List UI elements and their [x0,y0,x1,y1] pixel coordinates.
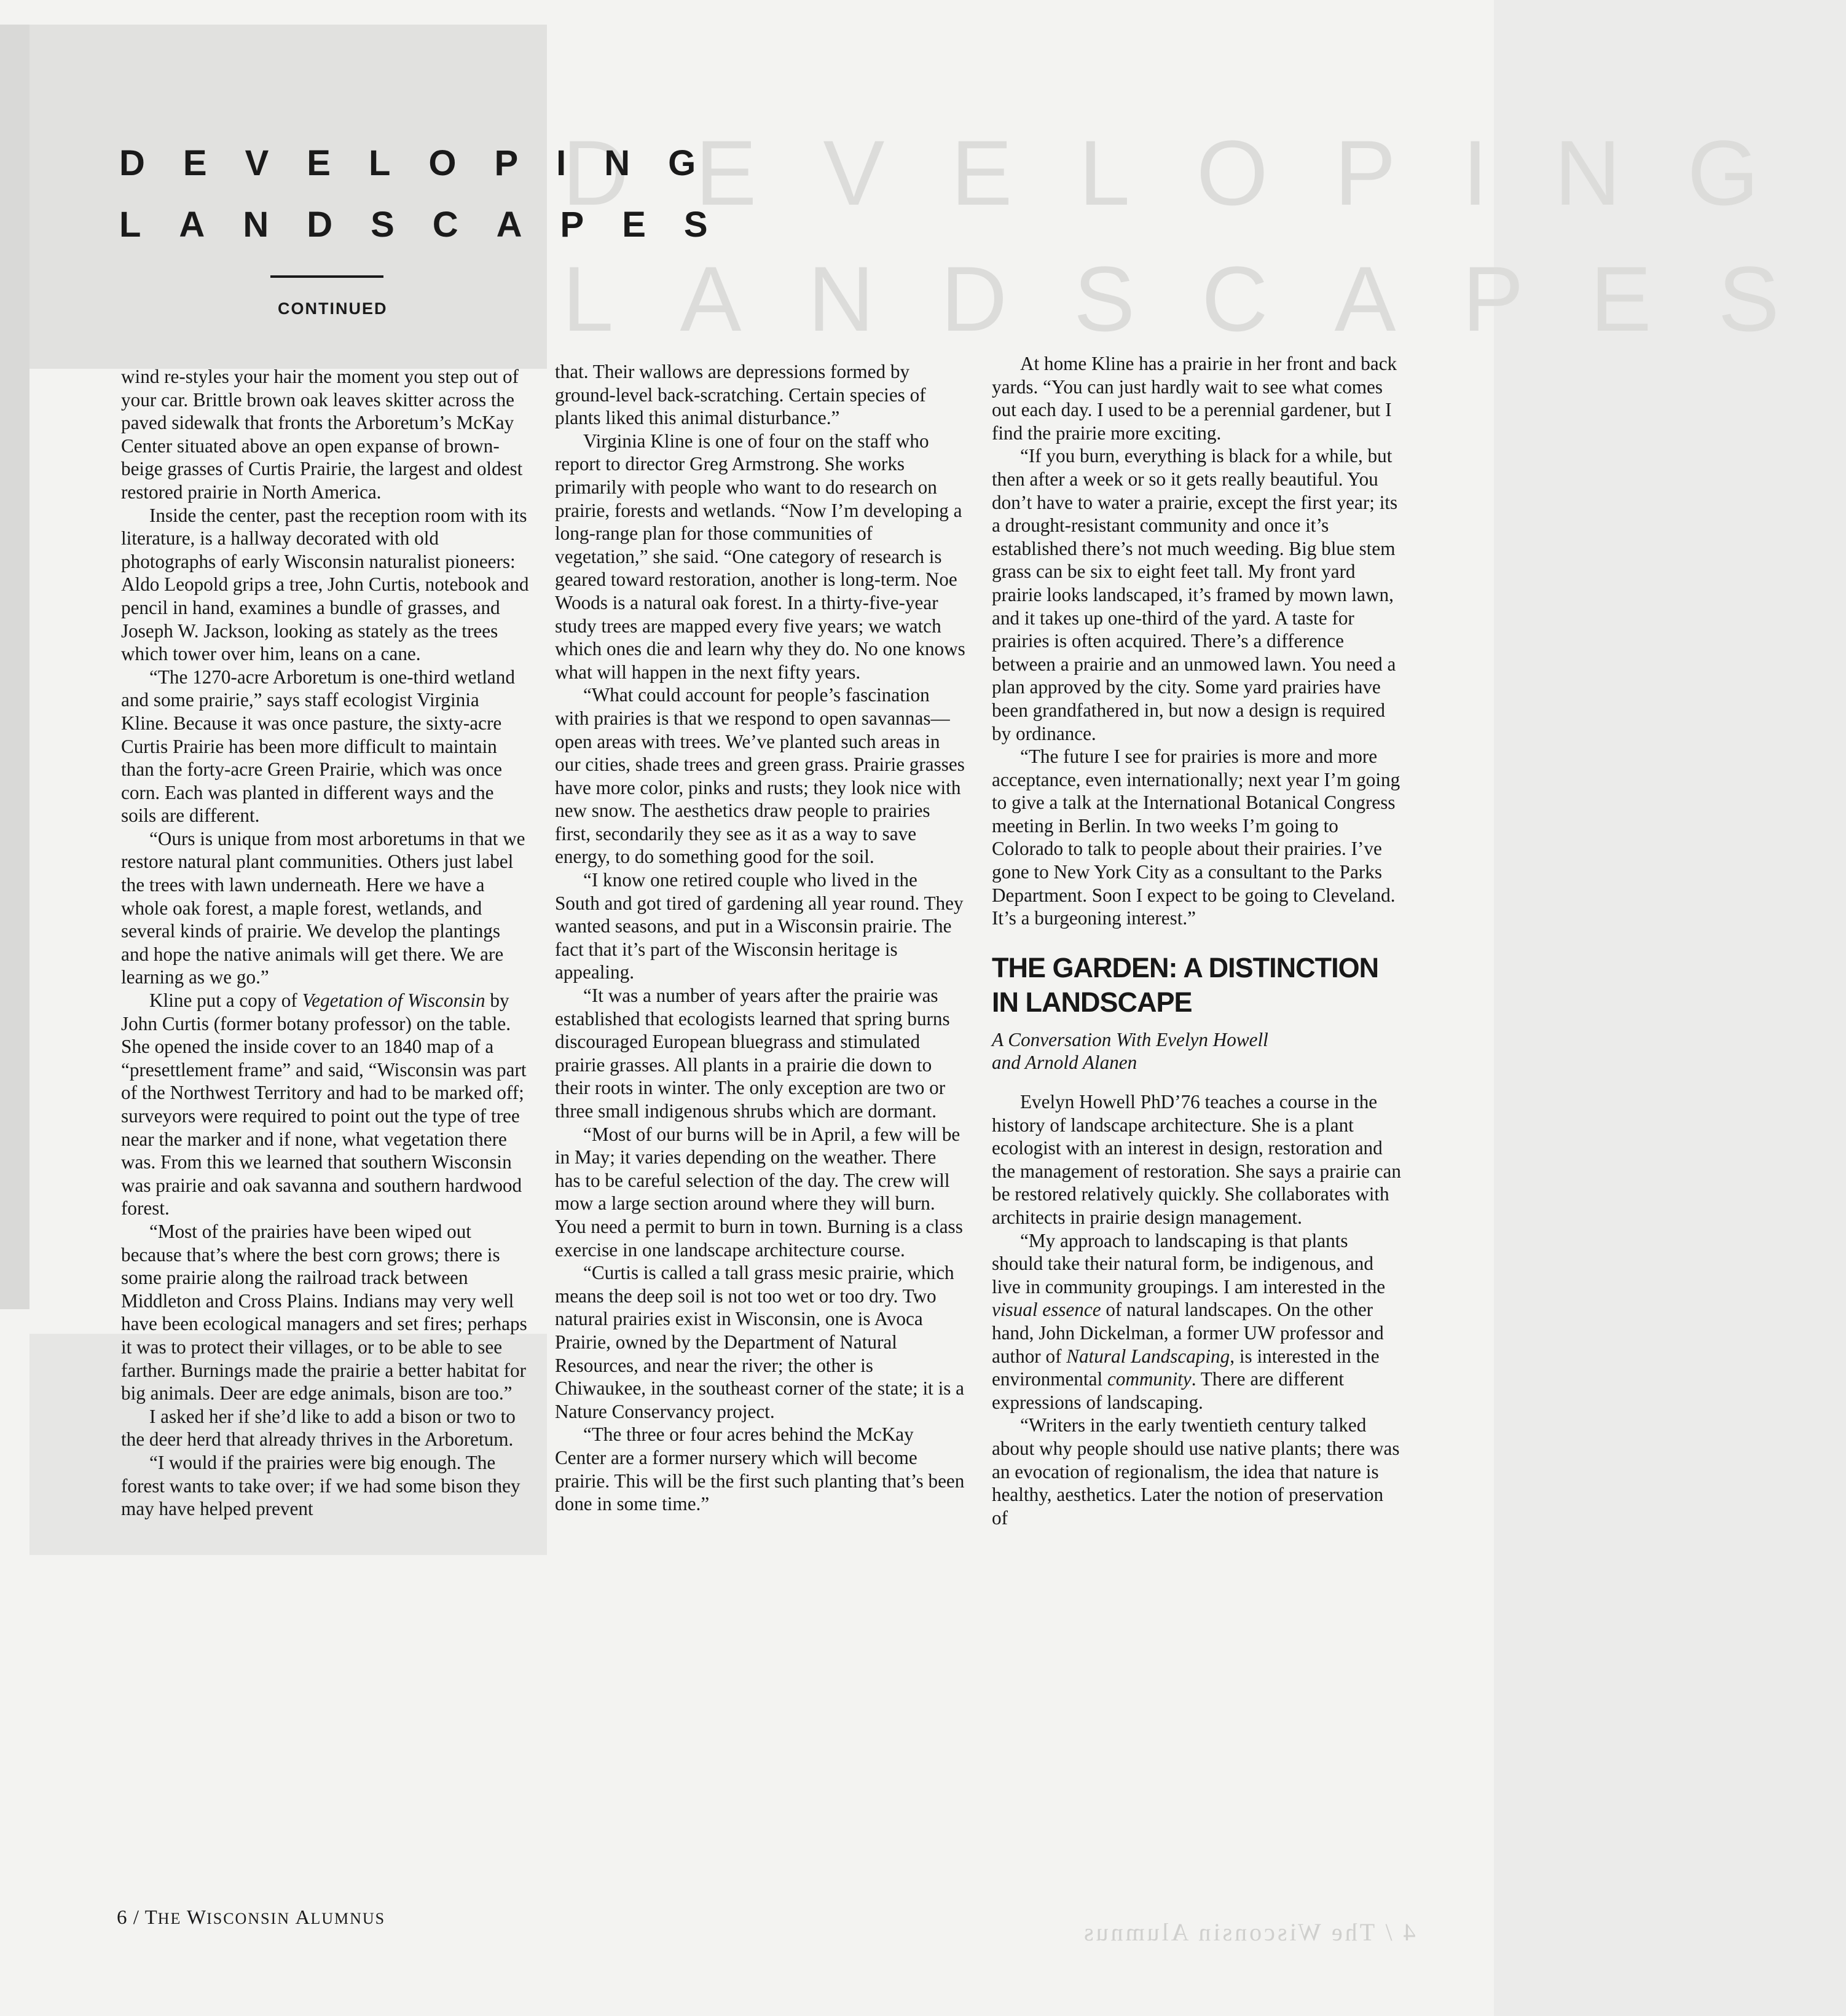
paragraph: “It was a number of years after the prairie was established that ecologists learned that spring burns discouraged European bluegrass and stimulated prairie grasses. All plants in a prairie die down to their roots in winter. The only exception are two or three small indigenous shrubs which are dormant. [555,985,950,1122]
section-heading: THE GARDEN: A DISTINCTION IN LANDSCAPE [992,951,1379,1018]
paragraph: “I know one retired couple who lived in the South and got tired of gardening all year round. They wanted seasons, and put in a Wisconsin prairie. The fact that it’s part of the Wisconsin heritage is appealing. [555,869,964,983]
paragraph: “What could account for people’s fascination with prairies is that we respond to open savannas—open areas with trees. We’ve planted such areas in our cities, shade trees and green grass. Prairie grasses have more color, pinks and rusts; they look nice with new snow. The aesthetics draw people to prairies first, secondarily they see as it as a way to save energy, to do something good for the soil. [555,684,965,868]
paragraph: wind re-styles your hair the moment you step out of your car. Brittle brown oak leaves skitter across the paved sidewalk that fronts the Arboretum’s McKay Center situated above an open expanse of brown-beige grasses of Curtis Prairie, the largest and oldest restored prairie in North America. [121,366,523,503]
paragraph: “Most of the prairies have been wiped out because that’s where the best corn grows; there is some prairie along the railroad track between Middleton and Cross Plains. Indians may very well have been ecological managers and set fires; perhaps it was to protect their villages, or to be able to see farther. Burnings made the prairie a better habitat for big animals. Deer are edge animals, bison are too.” [121,1220,527,1404]
article-column-2 [555,360,965,1516]
paragraph: “My approach to landscaping is that plants should take their natural form, be indigenous, and live in community groupings. I am interested in the visual essence of natural landscapes. On the other hand, John Dickelman, a former UW professor and author of Natural Landscaping, is interested in the environmental community. There are different expressions of landscaping. [992,1229,1386,1413]
paragraph: “If you burn, everything is black for a while, but then after a week or so it gets really beautiful. You don’t have to water a prairie, except the first year; its a drought-resistant community and once it’s established there’s not much weeding. Big blue stem grass can be six to eight feet tall. My front yard prairie looks landscaped, it’s framed by mown lawn, and it takes up one-third of the yard. A taste for prairies is often acquired. There’s a difference between a prairie and an unmowed lawn. You need a plan approved by the city. Some yard prairies have been grandfathered in, but now a design is required by ordinance. [992,445,1398,744]
paragraph: “Most of our burns will be in April, a few will be in May; it varies depending on the weather. There has to be careful selection of the day. The crew will mow a large section around where they will burn. You need a permit to burn in town. Burning is a class exercise in one landscape architecture course. [555,1123,963,1261]
paragraph: I asked her if she’d like to add a bison or two to the deer herd that already thrives in the Arboretum. [121,1405,516,1451]
paragraph: “The future I see for prairies is more and more acceptance, even internationally; next year I’m going to give a talk at the International Botanical Congress meeting in Berlin. In two weeks I’m going to Colorado to talk to people about their prairies. I’ve gone to New York City as a consultant to the Parks Department. Soon I expect to be going to Cleveland. It’s a burgeoning interest.” [992,746,1400,929]
article-column-3 [992,352,1402,1529]
paragraph: Virginia Kline is one of four on the staff who report to director Greg Armstrong. She works primarily with people who want to do research on prairie, forests and wetlands. “Now I’m developing a long-range plan for those communities of vegetation,” she said. “One category of research is geared toward restoration, another is long-term. Noe Woods is a natural oak forest. In a thirty-five-year study trees are mapped every five years; we watch which ones die and learn why they do. No one knows what will happen in the next fifty years. [555,430,965,683]
paragraph: Kline put a copy of Vegetation of Wisconsin by John Curtis (former botany professor) on the table. She opened the inside cover to an 1840 map of a “presettlement frame” and said, “Wisconsin was part of the Northwest Territory and had to be marked off; surveyors were required to point out the type of tree near the marker and if none, what vegetation there was. From this we learned that southern Wisconsin was prairie and oak savanna and southern hardwood forest. [121,990,527,1219]
article-column-1 [121,365,530,1521]
continued-label: CONTINUED [278,299,388,318]
paragraph: “Curtis is called a tall grass mesic prairie, which means the deep soil is not too wet or too dry. Two natural prairies exist in Wisconsin, one is Avoca Prairie, owned by the Department of Natural Resources, and near the river; the other is Chiwaukee, in the southeast corner of the state; it is a Nature Conservancy project. [555,1262,965,1422]
paragraph: “The three or four acres behind the McKay Center are a former nursery which will become prairie. This will be the first such planting that’s been done in some time.” [555,1423,965,1515]
paragraph: “Writers in the early twentieth century talked about why people should use native plants; there was an evocation of regionalism, the idea that nature is healthy, aesthetics. Later the notion of preservation of [992,1414,1400,1529]
paragraph: “I would if the prairies were big enough. The forest wants to take over; if we had some bison they may have helped prevent [121,1451,520,1520]
page-number: 6 [117,1907,128,1929]
paragraph: Evelyn Howell PhD’76 teaches a course in the history of landscape architecture. She is a plant ecologist with an interest in design, restoration and the management of restoration. She says a prairie can be restored relatively quickly. She collaborates with architects in prairie design management. [992,1091,1401,1228]
page-footer: 6 / THE WISCONSIN ALUMNUS [117,1907,386,1929]
heading-line-1: DEVELOPING [119,143,734,183]
paragraph: that. Their wallows are depressions formed by ground-level back-scratching. Certain species of plants liked this animal disturbance.” [555,361,926,429]
section-byline: A Conversation With Evelyn Howell and Arnold Alanen [992,1028,1268,1074]
heading-line-2: LANDSCAPES [119,205,746,245]
paragraph: Inside the center, past the reception room with its literature, is a hallway decorated with old photographs of early Wisconsin naturalist pioneers: Aldo Leopold grips a tree, John Curtis, notebook and pencil in hand, examines a bundle of grasses, and Joseph W. Jackson, looking as stately as the trees which tower over him, leans on a cane. [121,504,529,665]
paragraph: At home Kline has a prairie in her front and back yards. “You can just hardly wait to see what comes out each day. I used to be a perennial gardener, but I find the prairie more exciting. [992,353,1397,444]
paragraph: “Ours is unique from most arboretums in that we restore natural plant communities. Others just label the trees with lawn underneath. Here we have a whole oak forest, a maple forest, wetlands, and several kinds of prairie. We develop the plantings and hope the native animals will get there. We are learning as we go.” [121,827,525,988]
paragraph: “The 1270-acre Arboretum is one-third wetland and some prairie,” says staff ecologist Virginia Kline. Because it was once pasture, the sixty-acre Curtis Prairie has been more difficult to maintain than the forty-acre Green Prairie, which was once corn. Each was planted in different ways and the soils are different. [121,666,515,827]
bleed-through-heading-1: DEVELOPING [562,121,1826,224]
bleed-through-heading-2: LANDSCAPES [562,247,1846,350]
publication-name: THE WISCONSIN ALUMNUS [144,1907,386,1929]
bleed-through-footer: 4 / The Wisconsin Alumnus [1082,1918,1416,1946]
page-edge-shadow [0,25,29,1309]
heading-rule [270,275,383,278]
